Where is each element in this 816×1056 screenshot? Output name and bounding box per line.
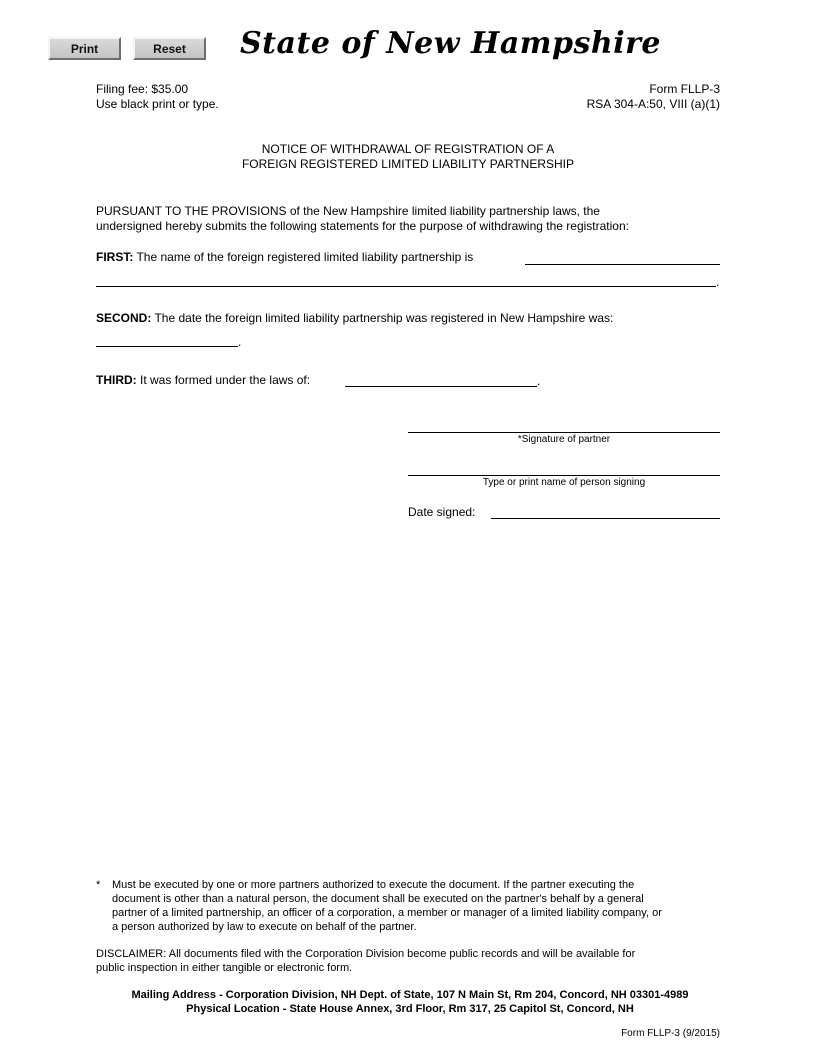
second-text: The date the foreign limited liability partnership was registered in New Hampshire was: bbox=[154, 311, 614, 325]
pursuant-line1: PURSUANT TO THE PROVISIONS of the New Hampshire limited liability partnership laws, the bbox=[96, 204, 600, 218]
page-title: State of New Hampshire bbox=[240, 26, 661, 61]
signature-field[interactable] bbox=[408, 432, 720, 433]
first-label: FIRST: bbox=[96, 250, 134, 264]
reset-button[interactable]: Reset bbox=[133, 37, 206, 60]
disclaimer-line1: DISCLAIMER: All documents filed with the Corporation Division become public records and will be available for bbox=[96, 948, 636, 960]
first-statement bbox=[96, 250, 473, 264]
signer-name-field[interactable] bbox=[408, 475, 720, 476]
second-label: SECOND: bbox=[96, 311, 152, 325]
third-label: THIRD: bbox=[96, 373, 137, 387]
footnote-line1: Must be executed by one or more partners authorized to execute the document. If the partner executing the bbox=[112, 879, 635, 891]
date-signed-field[interactable] bbox=[491, 518, 720, 519]
disclaimer-line2: public inspection in either tangible or electronic form. bbox=[96, 962, 353, 974]
period-mark: . bbox=[238, 335, 242, 349]
signer-name-caption: Type or print name of person signing bbox=[482, 477, 646, 488]
pursuant-line2: undersigned hereby submits the following statements for the purpose of withdrawing the registration: bbox=[96, 219, 629, 233]
period-mark: . bbox=[537, 374, 541, 388]
first-text: The name of the foreign registered limited liability partnership is bbox=[136, 250, 474, 264]
physical-location: Physical Location - State House Annex, 3rd Floor, Rm 317, 25 Capitol St, Concord, NH bbox=[186, 1003, 634, 1015]
third-text: It was formed under the laws of: bbox=[140, 373, 311, 387]
footnote-line3: partner of a limited partnership, an officer of a corporation, a member or manager of a limited liability company, or bbox=[112, 907, 662, 919]
footnote-line2: document is other than a natural person, the document shall be executed on the partner's behalf by a general bbox=[112, 893, 644, 905]
mailing-address: Mailing Address - Corporation Division, NH Dept. of State, 107 N Main St, Rm 204, Concord, NH 03301-4989 bbox=[131, 989, 689, 1001]
filing-fee: Filing fee: $35.00 bbox=[96, 82, 189, 96]
partnership-name-field[interactable] bbox=[525, 263, 720, 265]
signature-caption: *Signature of partner bbox=[517, 434, 611, 445]
footnote-line4: a person authorized by law to execute on behalf of the partner. bbox=[112, 921, 417, 933]
form-revision: Form FLLP-3 (9/2015) bbox=[621, 1028, 720, 1039]
period-mark: . bbox=[716, 275, 720, 289]
statute-reference: RSA 304-A:50, VIII (a)(1) bbox=[586, 97, 720, 111]
partnership-name-field-line2[interactable] bbox=[96, 286, 716, 287]
second-statement bbox=[96, 311, 613, 325]
instruction-text: Use black print or type. bbox=[96, 97, 219, 111]
registration-date-field[interactable] bbox=[96, 346, 238, 347]
print-button[interactable]: Print bbox=[48, 37, 121, 60]
footnote-star: * bbox=[96, 879, 101, 891]
notice-heading-line2: FOREIGN REGISTERED LIMITED LIABILITY PARTNERSHIP bbox=[241, 157, 575, 171]
third-statement bbox=[96, 373, 310, 387]
notice-heading-line1: NOTICE OF WITHDRAWAL OF REGISTRATION OF A bbox=[261, 142, 555, 156]
form-id: Form FLLP-3 bbox=[649, 82, 720, 96]
formation-jurisdiction-field[interactable] bbox=[345, 386, 537, 387]
date-signed-label: Date signed: bbox=[408, 505, 476, 519]
